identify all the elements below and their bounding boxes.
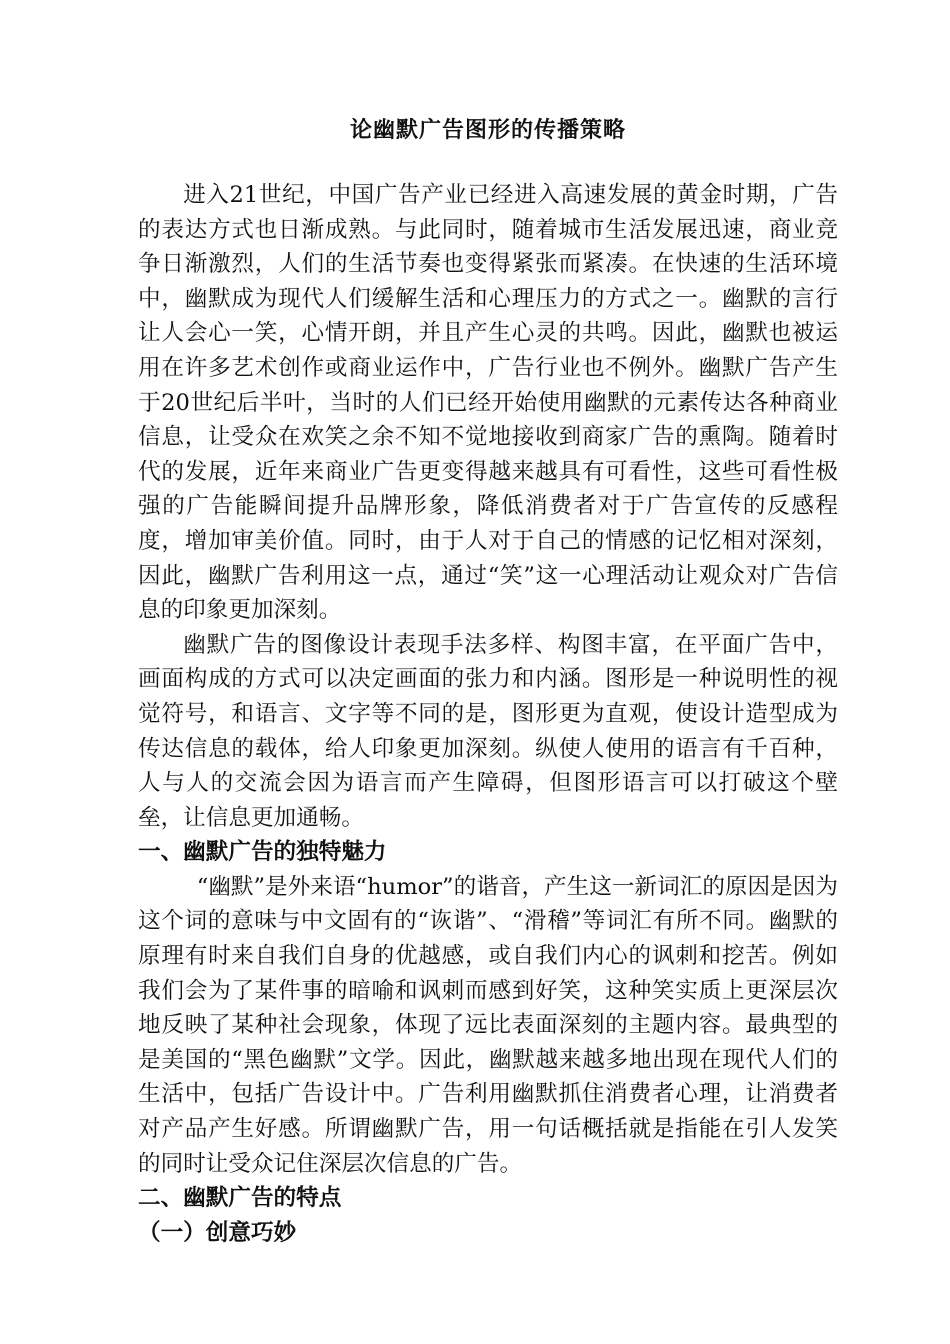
document-page <box>138 112 838 1250</box>
intro-paragraph-1: 进入21世纪，中国广告产业已经进入高速发展的黄金时期，广告的表达方式也日渐成熟。与此同时，随着城市生活发展迅速，商业竞争日渐激烈，人们的生活节奏也变得紧张而紧凑。在快速的生活环境中，幽默成为现代人们缓解生活和心理压力的方式之一。幽默的言行让人会心一笑，心情开朗，并且产生心灵的共鸣。因此，幽默也被运用在许多艺术创作或商业运作中，广告行业也不例外。幽默广告产生于20世纪后半叶，当时的人们已经开始使用幽默的元素传达各种商业信息，让受众在欢笑之余不知不觉地接收到商家广告的熏陶。随着时代的发展，近年来商业广告更变得越来越具有可看性，这些可看性极强的广告能瞬间提升品牌形象，降低消费者对于广告宣传的反感程度，增加审美价值。同时，由于人对于自己的情感的记忆相对深刻，因此，幽默广告利用这一点，通过“笑”这一心理活动让观众对广告信息的印象更加深刻。 <box>138 182 838 624</box>
subsection-heading-2-1: （一）创意巧妙 <box>138 1219 297 1246</box>
document-title: 论幽默广告图形的传播策略 <box>349 117 626 143</box>
section-heading-1: 一、幽默广告的独特魅力 <box>138 839 387 866</box>
intro-paragraph-2: 幽默广告的图像设计表现手法多样、构图丰富，在平面广告中，画面构成的方式可以决定画面的张力和内涵。图形是一种说明性的视觉符号，和语言、文字等不同的是，图形更为直观，使设计造型成为传达信息的载体，给人印象更加深刻。纵使人使用的语言有千百种，人与人的交流会因为语言而产生障碍，但图形语言可以打破这个壁垒，让信息更加通畅。 <box>138 631 838 831</box>
section-heading-2: 二、幽默广告的特点 <box>138 1185 342 1212</box>
section-1-paragraph: “幽默”是外来语“humor”的谐音，产生这一新词汇的原因是因为这个词的意味与中文固有的“诙谐”、“滑稽”等词汇有所不同。幽默的原理有时来自我们自身的优越感，或自我们内心的讽刺和挖苦。例如我们会为了某件事的暗喻和讽刺而感到好笑，这种笑实质上更深层次地反映了某种社会现象，体现了远比表面深刻的主题内容。最典型的是美国的“黑色幽默”文学。因此，幽默越来越多地出现在现代人们的生活中，包括广告设计中。广告利用幽默抓住消费者心理，让消费者对产品产生好感。所谓幽默广告，用一句话概括就是指能在引人发笑的同时让受众记住深层次信息的广告。 <box>138 873 838 1177</box>
